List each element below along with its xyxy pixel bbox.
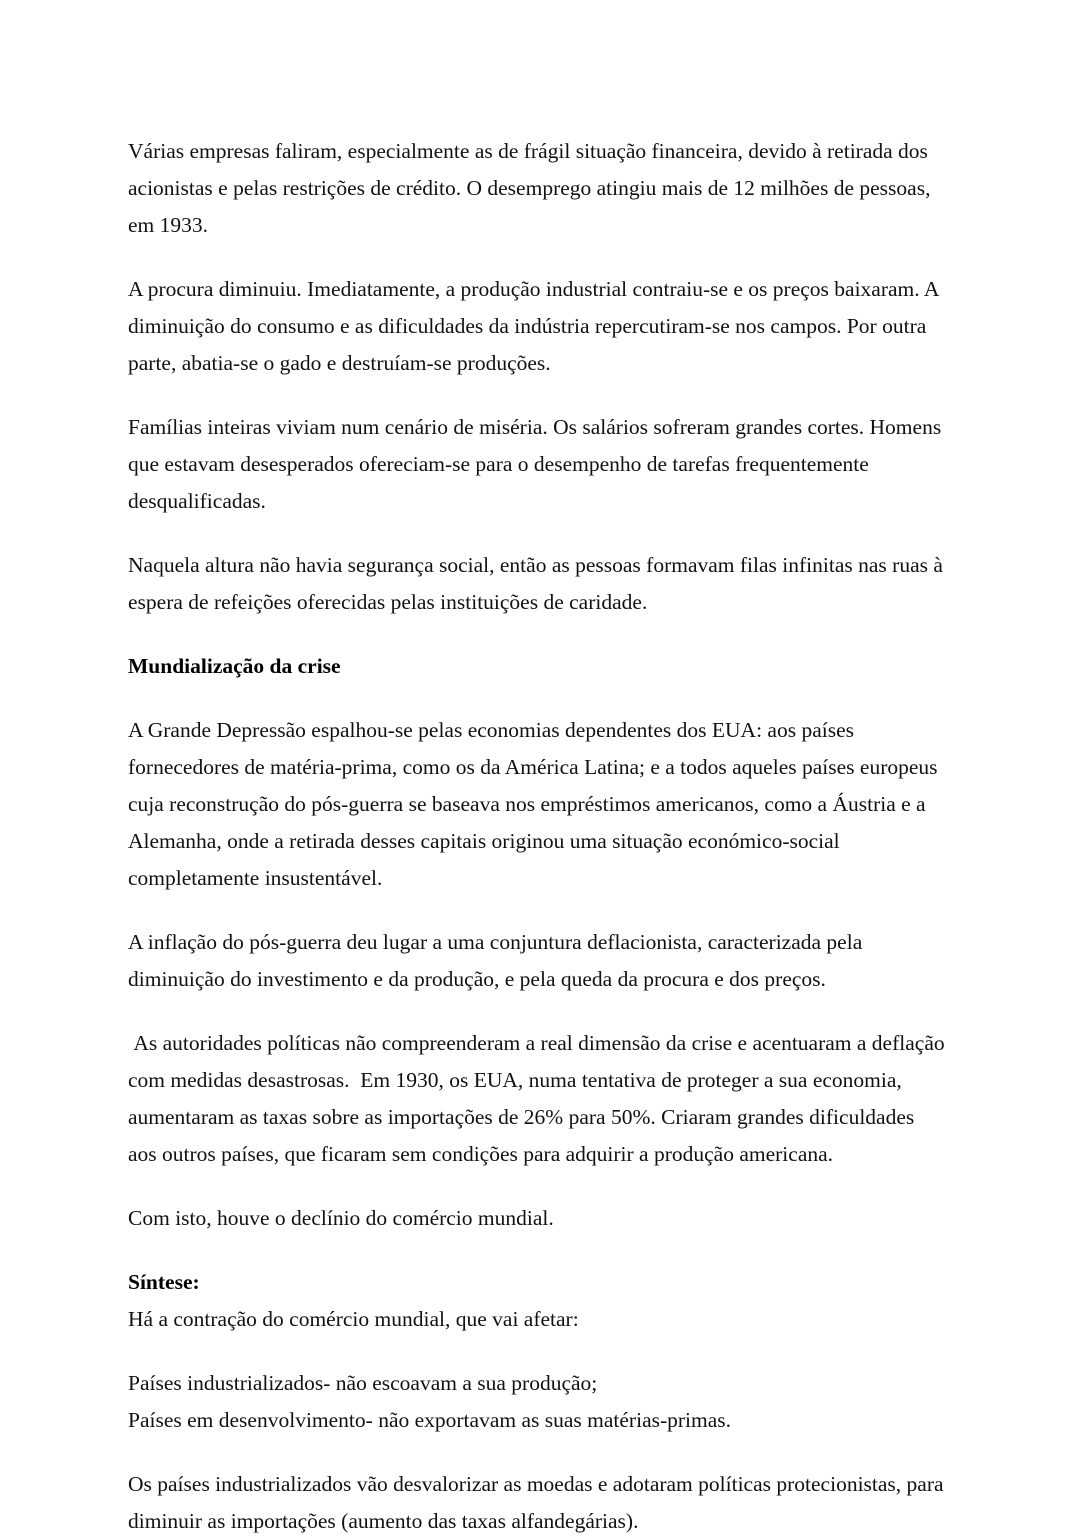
paragraph-grande-depressao: A Grande Depressão espalhou-se pelas economias dependentes dos EUA: aos países fornecedores de matéria-prima, como os da América Latina; e a todos aqueles países europeus cuja reconstrução do pós-guerra se baseava nos empréstimos americanos, como a Áustria e a Alemanha, onde a retirada desses capitais originou uma situação económico-social completamente insustentável. [128, 718, 943, 890]
sintese-intro-line: Há a contração do comércio mundial, que vai afetar: [128, 1307, 579, 1331]
paragraph-familias-inteiras: Famílias inteiras viviam num cenário de miséria. Os salários sofreram grandes cortes. Homens que estavam desesperados ofereciam-se para o desempenho de tarefas frequentemente desqualificadas. [128, 415, 947, 513]
sintese-list [128, 1365, 948, 1439]
paragraph-inflacao-pos-guerra: A inflação do pós-guerra deu lugar a uma conjuntura deflacionista, caracterizada pela diminuição do investimento e da produção, e pela queda da procura e dos preços. [128, 930, 868, 991]
heading-mundializacao-da-crise: Mundialização da crise [128, 654, 341, 678]
sintese-block [128, 1264, 948, 1338]
paragraph-autoridades-politicas: As autoridades políticas não compreenderam a real dimensão da crise e acentuaram a deflação com medidas desastrosas. Em 1930, os EUA, numa tentativa de proteger a sua economia, aumentaram as taxas sobre as importações de 26% para 50%. Criaram grandes dificuldades aos outros países, que ficaram sem condições para adquirir a produção americana. [128, 1031, 950, 1166]
sintese-label: Síntese: [128, 1270, 200, 1294]
paragraph-empresas-faliram: Várias empresas faliram, especialmente as de frágil situação financeira, devido à retirada dos acionistas e pelas restrições de crédito. O desemprego atingiu mais de 12 milhões de pessoas, em 1933. [128, 139, 936, 237]
paragraph-seguranca-social: Naquela altura não havia segurança social, então as pessoas formavam filas infinitas nas ruas à espera de refeições oferecidas pelas instituições de caridade. [128, 553, 949, 614]
document-text-body [128, 133, 948, 1540]
paragraph-procura-diminuiu: A procura diminuiu. Imediatamente, a produção industrial contraiu-se e os preços baixaram. A diminuição do consumo e as dificuldades da indústria repercutiram-se nos campos. Por outra parte, abatia-se o gado e destruíam-se produções. [128, 277, 944, 375]
paragraph-declinio-comercio-mundial: Com isto, houve o declínio do comércio mundial. [128, 1206, 554, 1230]
list-item: Países em desenvolvimento- não exportavam as suas matérias-primas. [128, 1408, 732, 1432]
paragraph-desvalorizacao-moedas: Os países industrializados vão desvalorizar as moedas e adotaram políticas protecionistas, para diminuir as importações (aumento das taxas alfandegárias). [128, 1472, 949, 1533]
list-item: Países industrializados- não escoavam a sua produção; [128, 1371, 598, 1395]
